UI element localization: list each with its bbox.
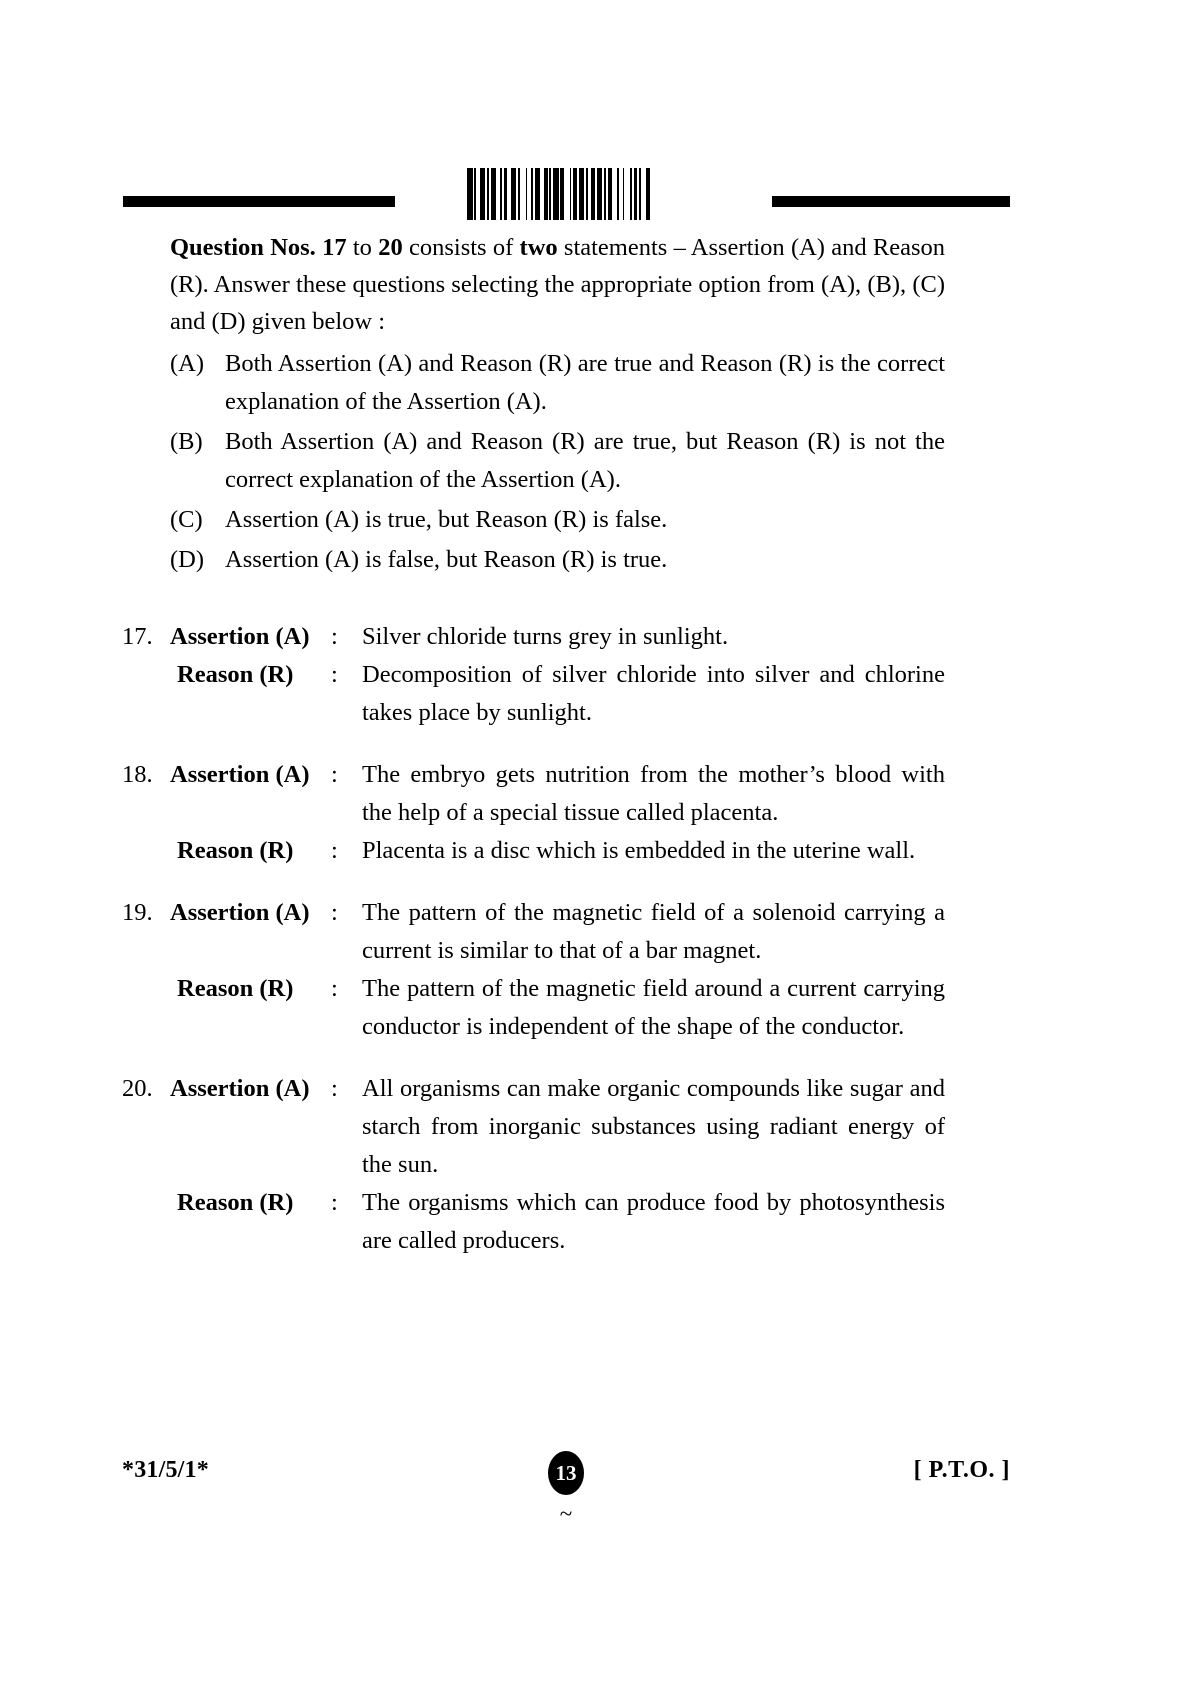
question-block [122,894,945,1046]
option-tag: (C) [170,506,203,533]
reason-colon: : [331,1189,338,1216]
reason-text: The organisms which can produce food by photosynthesis are called producers. [362,1189,945,1254]
option-item[interactable] [170,541,945,579]
assertion-label: Assertion (A) [170,899,310,926]
pto-label: [ P.T.O. ] [913,1457,1010,1483]
instructions-rest: statements – Assertion (A) and Reason (R). Answer these questions selecting the appropriate option from (A), (B), (C) and (D) given below : [170,234,946,335]
question-number: 17. [122,623,153,650]
options-list [170,345,945,581]
question-number: 18. [122,761,153,788]
assertion-row [122,894,945,970]
assertion-colon: : [331,1075,338,1102]
reason-colon: : [331,837,338,864]
option-text: Assertion (A) is false, but Reason (R) is true. [225,546,668,573]
reason-label: Reason (R) [177,837,294,864]
question-number: 19. [122,899,153,926]
assertion-text: Silver chloride turns grey in sunlight. [362,623,729,650]
reason-row [122,832,945,870]
instructions-prefix: Question Nos. [170,234,316,261]
barcode-bar [650,168,652,220]
instructions-two: two [519,234,558,261]
page-footer [122,1457,1010,1527]
assertion-row [122,618,945,656]
assertion-label: Assertion (A) [170,1075,310,1102]
barcode-icon [467,168,652,220]
option-text: Both Assertion (A) and Reason (R) are true and Reason (R) is the correct explanation of the Assertion (A). [225,350,945,415]
reason-text: Placenta is a disc which is embedded in the uterine wall. [362,837,916,864]
assertion-row [122,1070,945,1184]
question-block [122,756,945,870]
instructions-start-number: 17 [322,234,347,261]
assertion-text: The pattern of the magnetic field of a solenoid carrying a current is similar to that of a bar magnet. [362,899,945,964]
option-item[interactable] [170,345,945,421]
reason-label: Reason (R) [177,661,294,688]
page-number-badge: 13 [548,1451,584,1495]
header-rule-right [772,196,1010,207]
assertion-label: Assertion (A) [170,761,310,788]
option-tag: (D) [170,546,205,573]
option-item[interactable] [170,423,945,499]
reason-text: The pattern of the magnetic field around a current carrying conductor is independent of the shape of the conductor. [362,975,945,1040]
reason-text: Decomposition of silver chloride into silver and chlorine takes place by sunlight. [362,661,945,726]
tilde-mark: ~ [559,1501,573,1526]
option-tag: (A) [170,350,205,377]
instructions-to: to [346,234,379,261]
reason-row [122,970,945,1046]
questions-list [122,618,945,1284]
reason-colon: : [331,661,338,688]
assertion-row [122,756,945,832]
option-tag: (B) [170,428,203,455]
reason-row [122,1184,945,1260]
assertion-label: Assertion (A) [170,623,310,650]
assertion-colon: : [331,899,338,926]
reason-colon: : [331,975,338,1002]
instructions-consists: consists of [402,234,520,261]
assertion-text: The embryo gets nutrition from the mother’s blood with the help of a special tissue called placenta. [362,761,945,826]
assertion-text: All organisms can make organic compounds like sugar and starch from inorganic substances using radiant energy of the sun. [362,1075,945,1178]
question-number: 20. [122,1075,153,1102]
reason-label: Reason (R) [177,975,294,1002]
paper-code: *31/5/1* [122,1457,209,1483]
reason-row [122,656,945,732]
question-block [122,1070,945,1260]
assertion-colon: : [331,761,338,788]
question-block [122,618,945,732]
header-rule-left [123,196,395,207]
assertion-colon: : [331,623,338,650]
instructions-paragraph [170,229,945,340]
page-header [123,168,1010,226]
option-text: Assertion (A) is true, but Reason (R) is false. [225,506,668,533]
option-text: Both Assertion (A) and Reason (R) are true, but Reason (R) is not the correct explanation of the Assertion (A). [225,428,945,493]
instructions-end-number: 20 [378,234,403,261]
reason-label: Reason (R) [177,1189,294,1216]
option-item[interactable] [170,501,945,539]
